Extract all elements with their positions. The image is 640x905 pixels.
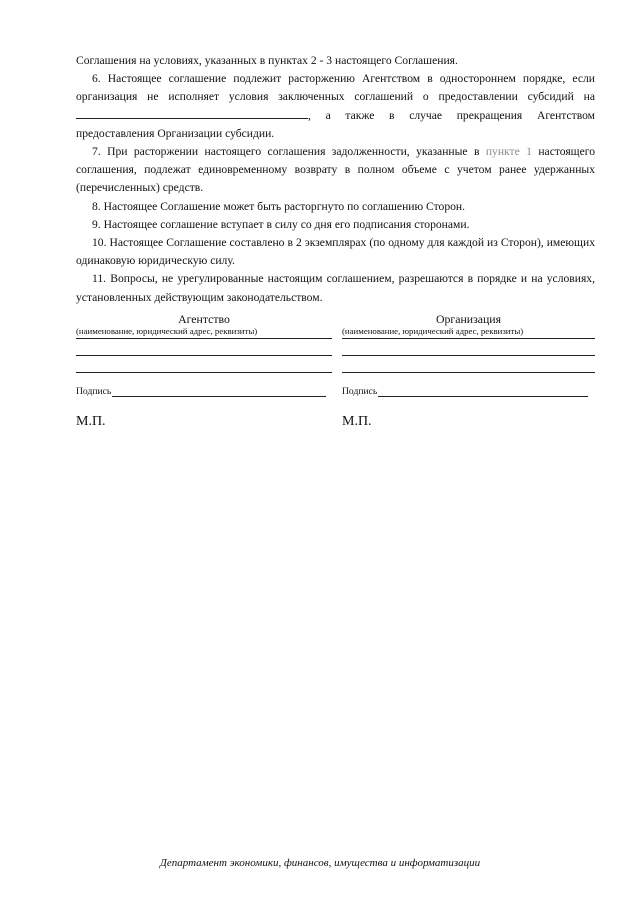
clause-8: 8. Настоящее Соглашение может быть расторгнуто по соглашению Сторон. [92,199,466,213]
organization-details-line-1[interactable] [342,339,595,356]
clause-7-text: 7. При расторжении настоящего соглашения задолженности, указанные в [92,145,480,159]
agency-signature-row [76,386,332,398]
clause-reference-link[interactable]: пункте 1 [485,145,532,159]
clause-6-text-end: , а также в случае прекращения Агентством предоставления Организации субсидии. [76,108,595,140]
clause-7 [76,143,595,198]
agency-stamp-place: М.П. [76,414,106,429]
agreement-text [76,52,595,307]
agency-signature-label: Подпись [76,386,112,397]
organization-signature-label: Подпись [342,386,378,397]
clause-continuation: Соглашения на условиях, указанных в пунктах 2 - 3 настоящего Соглашения. [76,54,458,67]
page-footer: Департамент экономики, финансов, имущества и информатизации [159,857,481,869]
clause-10: 10. Настоящее Соглашение составлено в 2 экземплярах (по одному для каждой из Сторон), имеющих одинаковую юридическую силу. [76,236,595,268]
organization-party [342,312,595,430]
subsidy-purpose-blank[interactable] [76,107,308,119]
organization-stamp-place: М.П. [342,414,372,429]
agency-details-line-1[interactable] [76,339,332,356]
clause-6 [76,70,595,143]
agency-details-caption: (наименование, юридический адрес, реквизиты) [76,326,332,339]
organization-details-caption: (наименование, юридический адрес, реквизиты) [342,326,595,339]
organization-title: Организация [435,312,502,326]
clause-7-text-end: настоящего соглашения, подлежат единовременному возврату в полном объеме с учетом ранее удержанных (перечисленных) средств. [76,145,595,195]
organization-signature-row [342,386,595,398]
organization-signature-line[interactable] [378,386,588,397]
organization-details-line-2[interactable] [342,356,595,373]
agency-details-line-2[interactable] [76,356,332,373]
signature-block [76,312,595,442]
agency-party [76,312,332,430]
clause-9: 9. Настоящее соглашение вступает в силу со дня его подписания сторонами. [92,217,470,231]
agency-title: Агентство [178,312,230,326]
clause-6-text: 6. Настоящее соглашение подлежит расторжению Агентством в одностороннем порядке, если организация не исполняет условия заключенных соглашений о предоставлении субсидий на [76,72,595,104]
agency-signature-line[interactable] [112,386,326,397]
clause-11: 11. Вопросы, не урегулированные настоящим соглашением, разрешаются в порядке и на условиях, установленных действующим законодательством. [76,272,595,304]
